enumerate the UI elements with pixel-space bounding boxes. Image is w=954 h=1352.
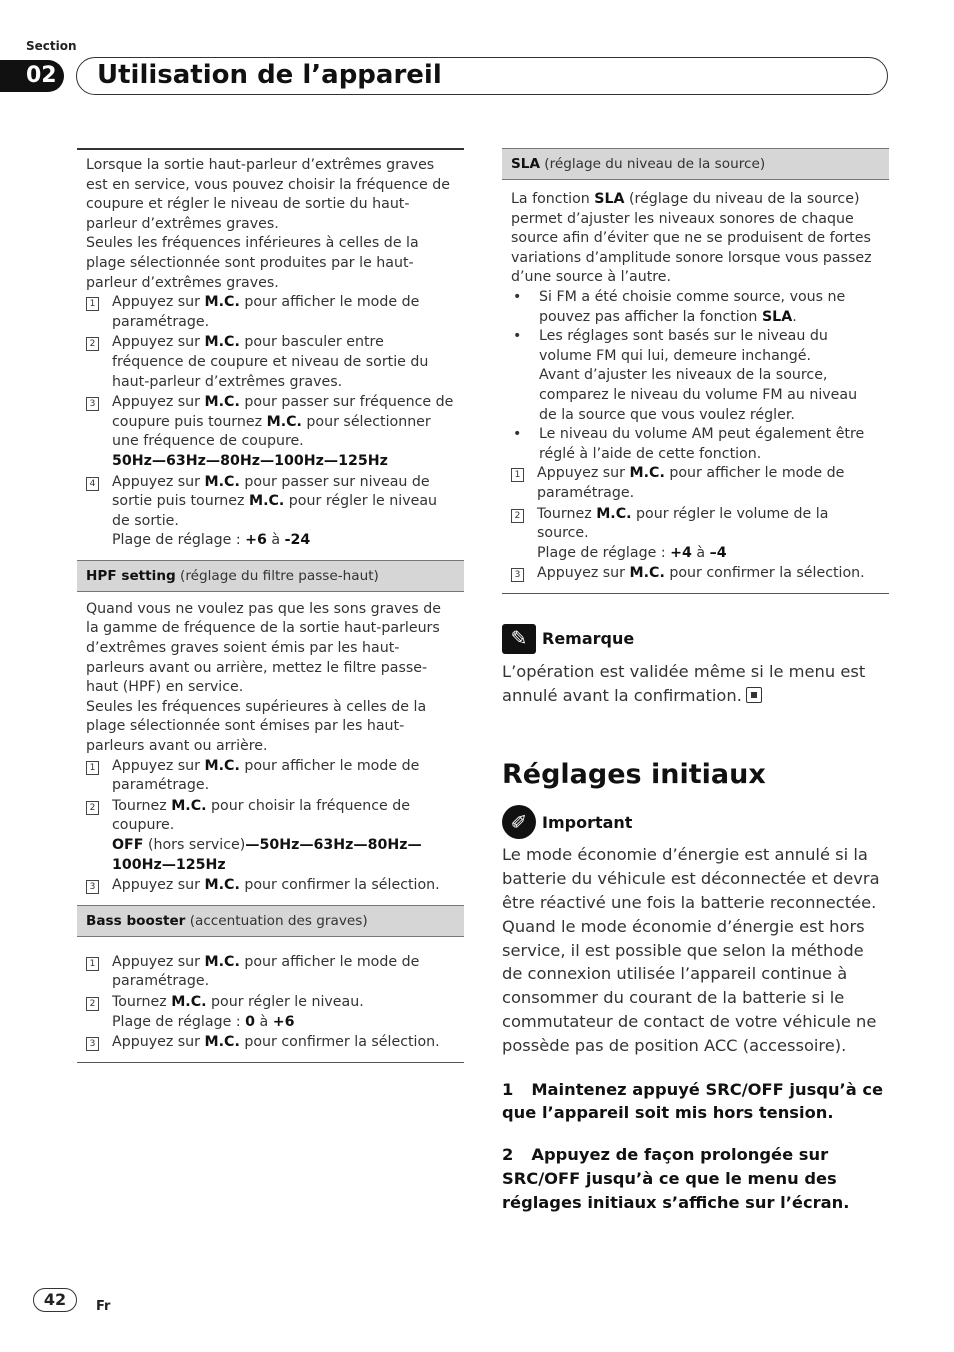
sla-block <box>502 180 889 594</box>
intro-paragraph: Seules les fréquences supérieures à celles de la plage sélectionnée sont émises par les haut-parleurs avant ou arrière. <box>86 698 427 755</box>
sla-header: SLA (réglage du niveau de la source) <box>502 148 889 180</box>
step-number: 3 <box>86 1037 99 1051</box>
bullet-dot: • <box>513 328 522 345</box>
step-number: 2 <box>511 509 524 523</box>
step-item: 1 Appuyez sur M.C. pour afficher le mode de paramétrage. <box>86 757 454 797</box>
important-text: Le mode économie d’énergie est annulé si la batterie du véhicule est déconnectée et devra être réactivé une fois la batterie reconnectée. Quand le mode économie d’énergie est hors service, il est possible que selon la méthode de connexion utilisée l’appareil continue à consommer du courant de la batterie si le commutateur de contact de votre véhicule ne possède pas de position ACC (accessoire). <box>502 845 880 1055</box>
end-mark-icon <box>746 687 762 703</box>
section-label: Section <box>26 39 77 53</box>
remarque-heading: ✎ Remarque <box>502 624 889 654</box>
step-number: 1 <box>511 468 524 482</box>
section-title-box <box>76 57 888 95</box>
hpf-setting-header: HPF setting (réglage du filtre passe-haut) <box>77 560 464 592</box>
bass-booster-block <box>77 937 464 1063</box>
step-number: 2 <box>86 337 99 351</box>
step-item: 3 Appuyez sur M.C. pour confirmer la sélection. <box>86 1033 454 1054</box>
bullet-dot: • <box>513 288 522 305</box>
step-item: 3 Appuyez sur M.C. pour confirmer la sélection. <box>511 564 879 585</box>
intro-paragraph: La fonction SLA (réglage du niveau de la source) permet d’ajuster les niveaux sonores de chaque source afin d’éviter que ne se produisent de fortes variations d’amplitude sonore lorsque vous passez d’une source à l’autre. <box>511 191 872 286</box>
step-item: 1 Appuyez sur M.C. pour afficher le mode de paramétrage. <box>86 953 454 993</box>
initial-step: 2 Appuyez de façon prolongée sur SRC/OFF jusqu’à ce que le menu des réglages initiaux s’affiche sur l’écran. <box>502 1145 850 1212</box>
step-item: 3 Appuyez sur M.C. pour confirmer la sélection. <box>86 876 454 897</box>
step-item: 4 Appuyez sur M.C. pour passer sur niveau de sortie puis tournez M.C. pour régler le niveau de sortie. Plage de réglage : +6 à -24 <box>86 473 454 552</box>
step-item: 2 Tournez M.C. pour régler le volume de la source. Plage de réglage : +4 à –4 <box>511 505 879 565</box>
step-item: 1 Appuyez sur M.C. pour afficher le mode de paramétrage. <box>511 464 879 504</box>
right-column <box>502 148 889 1215</box>
step-number: 3 <box>86 880 99 894</box>
intro-paragraph: Seules les fréquences inférieures à celles de la plage sélectionnée sont produites par le haut-parleur d’extrêmes graves. <box>86 235 419 291</box>
intro-paragraph: Quand vous ne voulez pas que les sons graves de la gamme de fréquence de la sortie haut-parleurs d’extrêmes graves soient émis par les haut-parleurs avant ou arrière, mettez le filtre passe-haut (HPF) en service. <box>86 600 441 696</box>
section-title: Utilisation de l’appareil <box>97 60 442 90</box>
bass-booster-header: Bass booster (accentuation des graves) <box>77 905 464 937</box>
frequency-options: 50Hz—63Hz—80Hz—100Hz—125Hz <box>112 452 388 469</box>
remarque-text: L’opération est validée même si le menu est annulé avant la confirmation. <box>502 661 866 705</box>
step-number: 3 <box>511 568 524 582</box>
intro-paragraph: Lorsque la sortie haut-parleur d’extrêmes graves est en service, vous pouvez choisir la fréquence de coupure et régler le niveau de sortie du haut-parleur d’extrêmes graves. <box>86 157 450 232</box>
step-item: 3 Appuyez sur M.C. pour passer sur fréquence de coupure puis tournez M.C. pour sélectionner une fréquence de coupure. 50Hz—63Hz—80Hz—100Hz—125Hz <box>86 393 454 472</box>
hpf-block <box>77 592 464 905</box>
step-item: 2 Tournez M.C. pour régler le niveau. Plage de réglage : 0 à +6 <box>86 993 454 1033</box>
subwoofer-block <box>77 148 464 560</box>
step-item: 1 Appuyez sur M.C. pour afficher le mode de paramétrage. <box>86 293 454 333</box>
bullet-dot: • <box>513 426 522 443</box>
bullet-item: • Le niveau du volume AM peut également être réglé à l’aide de cette fonction. <box>511 425 879 464</box>
step-number: 3 <box>86 397 99 411</box>
initial-step: 1 Maintenez appuyé SRC/OFF jusqu’à ce que l’appareil soit mis hors tension. <box>502 1079 884 1123</box>
step-item: 2 Tournez M.C. pour choisir la fréquence de coupure. OFF (hors service)—50Hz—63Hz—80Hz—100Hz—125Hz <box>86 797 454 876</box>
step-number: 1 <box>86 761 99 775</box>
step-item: 2 Appuyez sur M.C. pour basculer entre fréquence de coupure et niveau de sortie du haut-parleur d’extrêmes graves. <box>86 333 454 393</box>
bullet-item: • Les réglages sont basés sur le niveau du volume FM qui lui, demeure inchangé. Avant d’ajuster les niveaux de la source, comparez le niveau du volume FM au niveau de la source que vous voulez régler. <box>511 327 879 425</box>
section-number-badge: 02 <box>0 60 64 92</box>
bullet-item: • Si FM a été choisie comme source, vous ne pouvez pas afficher la fonction SLA. <box>511 288 879 327</box>
important-heading: ✐ Important <box>502 805 889 839</box>
left-column <box>77 148 464 1063</box>
step-number: 1 <box>86 297 99 311</box>
pin-icon: ✐ <box>502 805 536 839</box>
step-number: 4 <box>86 477 99 491</box>
page-number: 42 <box>33 1288 77 1312</box>
step-number: 1 <box>86 957 99 971</box>
language-label: Fr <box>96 1299 111 1314</box>
pencil-icon: ✎ <box>502 624 536 654</box>
step-number: 2 <box>86 997 99 1011</box>
step-number: 2 <box>86 801 99 815</box>
reglages-initiaux-heading: Réglages initiaux <box>502 759 766 791</box>
